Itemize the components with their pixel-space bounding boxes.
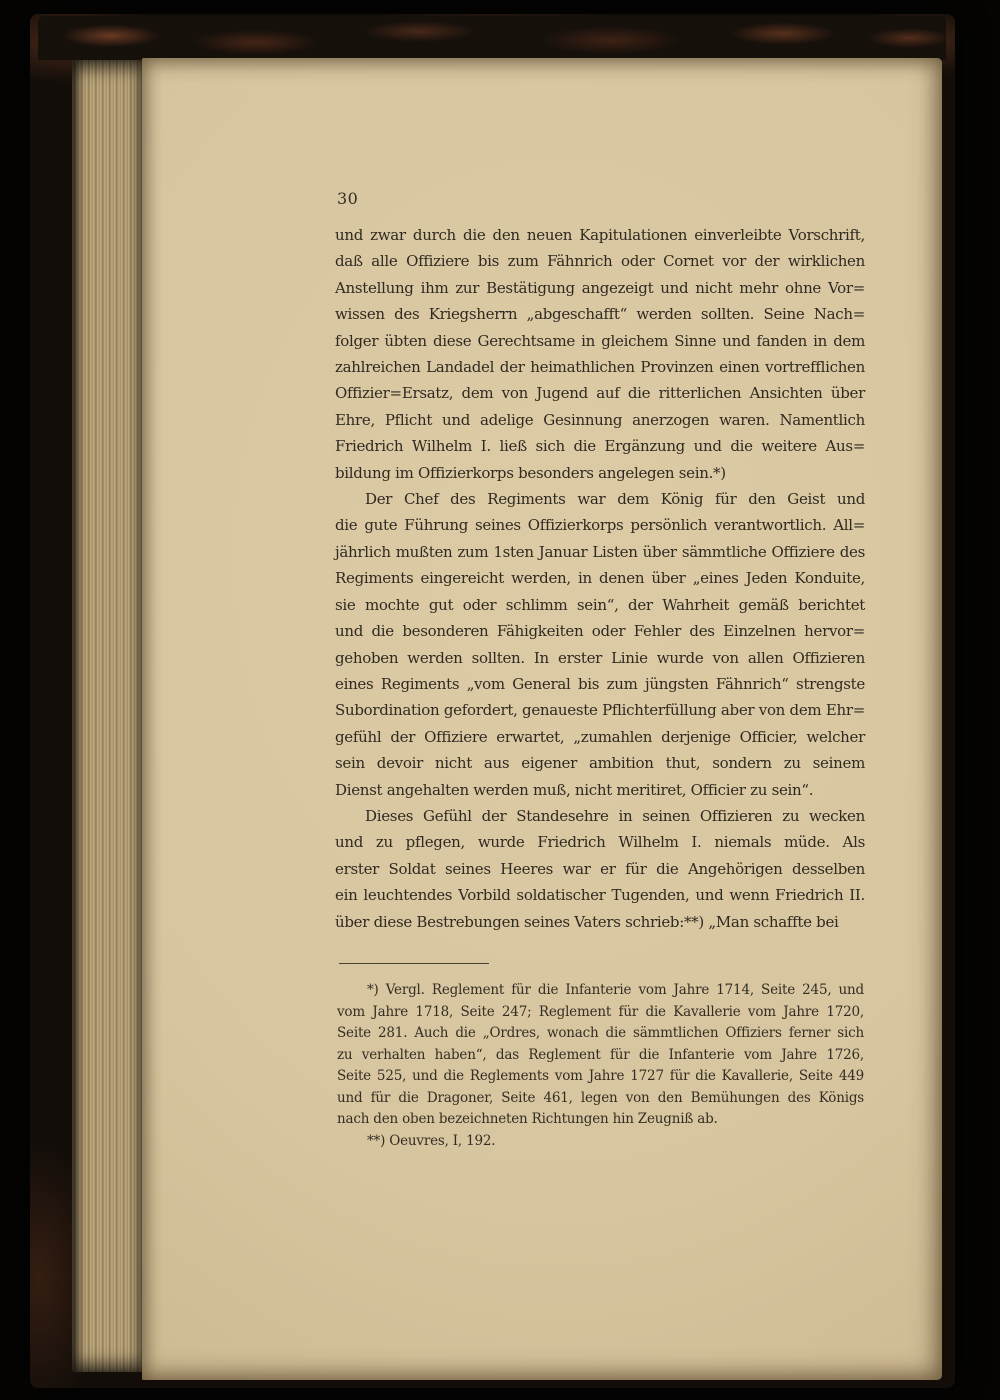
footnote-line: nach den oben bezeichneten Richtungen hin Zeugniß ab.	[337, 1111, 718, 1127]
text-line: bildung im Offizierkorps besonders angelegen sein.*)	[335, 463, 726, 482]
text-line: eines Regiments „vom General bis zum jüngsten Fähnrich“ strengste	[335, 674, 865, 693]
footnote-line: vom Jahre 1718, Seite 247; Reglement für die Kavallerie vom Jahre 1720,	[337, 1003, 864, 1020]
footnote-line: Seite 525, und die Reglements vom Jahre 1727 für die Kavallerie, Seite 449	[337, 1068, 864, 1084]
text-line: Regiments eingereicht werden, in denen über „eines Jeden Konduite,	[335, 569, 865, 588]
text-line: Offizier=Ersatz, dem von Jugend auf die ritterlichen Ansichten über	[335, 384, 865, 403]
footnote	[337, 980, 864, 1131]
text-line: Subordination gefordert, genaueste Pflichterfüllung aber von dem Ehr=	[335, 701, 865, 720]
text-line: ein leuchtendes Vorbild soldatischer Tugenden, und wenn Friedrich II.	[335, 886, 865, 905]
page-stack-edges	[72, 60, 142, 1372]
text-line: Dienst angehalten werden muß, nicht meritiret, Officier zu sein“.	[335, 780, 814, 799]
footnote-line: **) Oeuvres, I, 192.	[367, 1132, 496, 1149]
page-number: 30	[337, 189, 359, 208]
text-line: jährlich mußten zum 1sten Januar Listen über sämmtliche Offiziere des	[335, 542, 865, 561]
footnote-line: und für die Dragoner, Seite 461, legen von den Bemühungen des Königs	[337, 1089, 864, 1106]
text-line: wissen des Kriegsherrn „abgeschafft“ werden sollten. Seine Nach=	[335, 305, 865, 324]
paragraph	[335, 803, 865, 935]
text-line: Dieses Gefühl der Standesehre in seinen Offizieren zu wecken	[365, 806, 865, 825]
body-text	[335, 222, 865, 935]
text-line: sie mochte gut oder schlimm sein“, der Wahrheit gemäß berichtet	[335, 595, 865, 614]
text-line: über diese Bestrebungen seines Vaters schrieb:**) „Man schaffte bei	[335, 912, 839, 931]
text-line: und zwar durch die den neuen Kapitulationen einverleibte Vorschrift,	[335, 226, 865, 244]
text-line: Der Chef des Regiments war dem König für den Geist und	[365, 490, 865, 509]
text-line: und die besonderen Fähigkeiten oder Fehler des Einzelnen hervor=	[335, 622, 865, 641]
text-line: Ehre, Pflicht und adelige Gesinnung anerzogen waren. Namentlich	[335, 410, 865, 429]
text-line: folger übten diese Gerechtsame in gleichem Sinne und fanden in dem	[335, 331, 865, 350]
text-line: gehoben werden sollten. In erster Linie wurde von allen Offizieren	[335, 648, 865, 667]
text-line: sein devoir nicht aus eigener ambition thut, sondern zu seinem	[335, 754, 865, 773]
text-line: gefühl der Offiziere erwartet, „zumahlen derjenige Officier, welcher	[335, 727, 865, 746]
footnote-rule	[339, 963, 489, 964]
cover-marble-texture	[38, 16, 946, 60]
text-line: Anstellung ihm zur Bestätigung angezeigt und nicht mehr ohne Vor=	[335, 278, 865, 297]
text-line: Friedrich Wilhelm I. ließ sich die Ergänzung und die weitere Aus=	[335, 437, 865, 456]
text-line: daß alle Offiziere bis zum Fähnrich oder Cornet vor der wirklichen	[335, 252, 865, 271]
text-line: erster Soldat seines Heeres war er für die Angehörigen desselben	[335, 859, 865, 878]
footnote-line: *) Vergl. Reglement für die Infanterie vom Jahre 1714, Seite 245, und	[367, 982, 864, 998]
footnote-line: Seite 281. Auch die „Ordres, wonach die sämmtlichen Offiziers ferner sich	[337, 1025, 864, 1041]
footnote-line: zu verhalten haben“, das Reglement für die Infanterie vom Jahre 1726,	[337, 1046, 864, 1063]
text-line: und zu pflegen, wurde Friedrich Wilhelm I. niemals müde. Als	[335, 833, 865, 852]
paragraph	[335, 486, 865, 803]
footnote	[337, 1131, 864, 1153]
paragraph	[335, 222, 865, 486]
text-line: zahlreichen Landadel der heimathlichen Provinzen einen vortrefflichen	[335, 358, 865, 377]
footnotes	[337, 980, 864, 1152]
text-line: die gute Führung seines Offizierkorps persönlich verantwortlich. All=	[335, 516, 865, 535]
